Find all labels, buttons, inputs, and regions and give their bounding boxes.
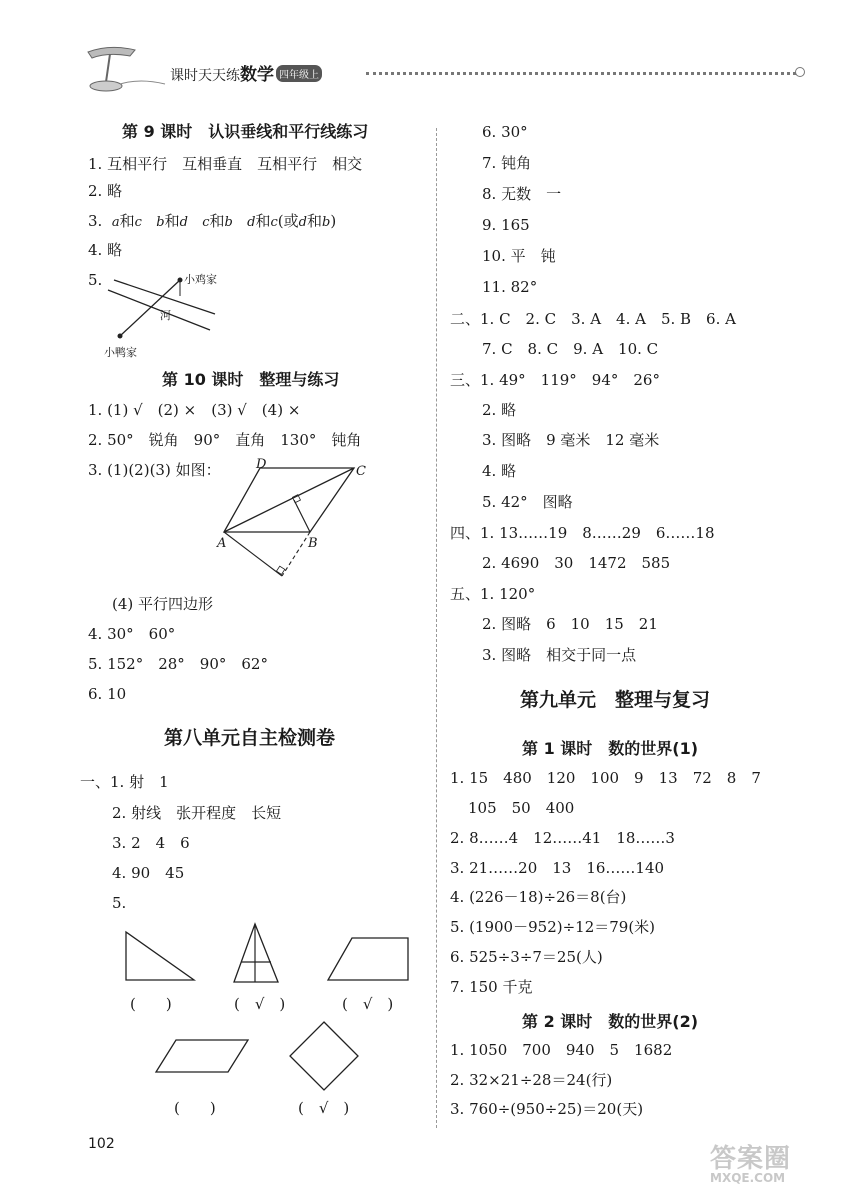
shape-mark-4: ( ) (174, 1099, 216, 1117)
unit8-s2-row1: 二、1. C 2. C 3. A 4. A 5. B 6. A (450, 310, 736, 328)
lesson10-q5: 5. 152° 28° 90° 62° (88, 655, 268, 673)
word-and: 和 (164, 212, 180, 230)
lesson9-title: 第 9 课时 认识垂线和平行线练习 (122, 122, 369, 141)
label-river: 河 (160, 309, 171, 322)
desk-lamp-logo-icon (80, 42, 170, 98)
unit9-l1-q5: 5. (1900－952)÷12＝79(米) (450, 918, 656, 936)
lesson9-q2: 2. 略 (88, 182, 123, 200)
unit8-s1-q6: 6. 30° (482, 123, 528, 141)
perpendicular-path-line (120, 280, 180, 336)
letter-b: b (322, 215, 331, 230)
unit9-l1-q2: 2. 8……4 12……41 18……3 (450, 829, 675, 847)
watermark-sub: MXQE.COM (710, 1171, 786, 1185)
label-duck-home: 小鸭家 (104, 346, 137, 359)
letter-d: d (179, 215, 188, 230)
unit8-s4-q2: 2. 4690 30 1472 585 (482, 554, 671, 572)
unit9-l1-q1-line1: 1. 15 480 120 100 9 13 72 8 7 (450, 769, 761, 787)
lesson10-q3-4: (4) 平行四边形 (112, 595, 214, 613)
letter-b: b (156, 215, 165, 230)
unit9-title: 第九单元 整理与复习 (520, 689, 711, 711)
lesson10-q4: 4. 30° 60° (88, 625, 176, 643)
unit8-s3-q4: 4. 略 (482, 462, 517, 480)
letter-c: c (134, 215, 142, 230)
unit8-s3-q3: 3. 图略 9 毫米 12 毫米 (482, 431, 660, 449)
word-and: 和 (306, 212, 322, 230)
header-series-name: 课时天天练 (170, 68, 240, 84)
shape-mark-1: ( ) (130, 995, 172, 1013)
lesson9-q3-number: 3. (88, 212, 103, 230)
header-subject: 数学 (240, 65, 274, 85)
unit8-s3-q1: 三、1. 49° 119° 94° 26° (450, 371, 660, 389)
lesson10-q3: 3. (1)(2)(3) 如图： (88, 461, 221, 479)
letter-a: a (111, 215, 120, 230)
header-title (170, 60, 322, 85)
letter-c: c (270, 215, 278, 230)
header-dotted-rule (366, 72, 796, 75)
letter-c: c (202, 215, 210, 230)
unit8-s2-row2: 7. C 8. C 9. A 10. C (482, 340, 659, 358)
vertex-a: A (217, 536, 227, 551)
lesson10-q2: 2. 50° 锐角 90° 直角 130° 钝角 (88, 431, 362, 449)
column-divider (436, 128, 437, 1128)
label-chicken-home: 小鸡家 (184, 273, 217, 286)
height-from-a (224, 532, 282, 576)
shape-mark-5: ( √ ) (298, 1099, 350, 1117)
unit8-s4-q1: 四、1. 13……19 8……29 6……18 (450, 524, 715, 542)
word-or: 或 (283, 212, 299, 230)
unit8-s1-q7: 7. 钝角 (482, 154, 532, 172)
unit8-s3-q5: 5. 42° 图略 (482, 493, 573, 511)
page-header (80, 40, 820, 100)
unit9-l1-q7: 7. 150 千克 (450, 978, 533, 996)
unit8-s5-q2: 2. 图略 6 10 15 21 (482, 615, 658, 633)
extended-side-dashed (282, 532, 310, 576)
shape-trapezoid (328, 938, 408, 980)
shape-isosceles-triangle (234, 924, 278, 982)
watermark-logo (710, 1138, 830, 1190)
unit9-l2-q1: 1. 1050 700 940 5 1682 (450, 1041, 673, 1059)
unit8-s1-q9: 9. 165 (482, 216, 530, 234)
unit8-s1-q10: 10. 平 钝 (482, 247, 556, 265)
lesson9-q3: 3. a和c b和d c和b d和c(或d和b) (88, 212, 337, 230)
unit8-s5-q3: 3. 图略 相交于同一点 (482, 646, 637, 664)
unit9-l2-q2: 2. 32×21÷28＝24(行) (450, 1071, 613, 1089)
unit8-s1-q1: 一、1. 射 1 (80, 773, 169, 791)
unit8-s1-q3: 3. 2 4 6 (112, 834, 190, 852)
unit9-lesson2-title: 第 2 课时 数的世界(2) (522, 1012, 699, 1031)
unit9-l2-q3: 3. 760÷(950÷25)＝20(天) (450, 1100, 644, 1118)
word-and: 和 (209, 212, 225, 230)
shape-parallelogram (156, 1040, 248, 1072)
lesson10-title: 第 10 课时 整理与练习 (162, 370, 340, 389)
parallelogram-figure (216, 460, 366, 590)
unit8-test-title: 第八单元自主检测卷 (164, 727, 336, 749)
unit8-s1-q8: 8. 无数 一 (482, 185, 562, 203)
shape-mark-2: ( √ ) (234, 995, 286, 1013)
unit9-l1-q6: 6. 525÷3÷7＝25(人) (450, 948, 603, 966)
lesson9-q4: 4. 略 (88, 241, 123, 259)
diagonal-ac (224, 468, 354, 532)
vertex-c: C (356, 464, 366, 479)
lesson9-q1: 1. 互相平行 互相垂直 互相平行 相交 (88, 155, 363, 173)
duck-home-point (118, 334, 123, 339)
lesson9-q5: 5. (88, 271, 103, 289)
letter-d: d (298, 215, 307, 230)
header-rule-end-icon (795, 67, 805, 77)
page-number: 102 (88, 1136, 115, 1152)
vertex-b: B (308, 536, 318, 551)
letter-b: b (224, 215, 233, 230)
letter-d: d (247, 215, 256, 230)
unit9-l1-q3: 3. 21……20 13 16……140 (450, 859, 665, 877)
shape-mark-3: ( √ ) (342, 995, 394, 1013)
unit9-l1-q1-line2: 105 50 400 (468, 799, 575, 817)
unit8-s1-q5: 5. (112, 894, 127, 912)
unit8-s3-q2: 2. 略 (482, 401, 517, 419)
height-from-b (294, 500, 310, 532)
unit9-lesson1-title: 第 1 课时 数的世界(1) (522, 739, 699, 758)
unit8-s5-q1: 五、1. 120° (450, 585, 536, 603)
shapes-figure (120, 924, 420, 1116)
lesson10-q1: 1. (1) √ (2) × (3) √ (4) × (88, 401, 301, 419)
shape-right-triangle (126, 932, 194, 980)
river-bank-line-2 (108, 290, 210, 330)
lesson10-q6: 6. 10 (88, 685, 127, 703)
unit8-s1-q4: 4. 90 45 (112, 864, 185, 882)
shape-square (290, 1022, 358, 1090)
unit9-l1-q4: 4. (226－18)÷26＝8(台) (450, 888, 627, 906)
word-and: 和 (119, 212, 135, 230)
unit8-s1-q2: 2. 射线 张开程度 长短 (112, 804, 282, 822)
word-and: 和 (255, 212, 271, 230)
header-grade-badge: 四年级上 (276, 65, 322, 82)
unit8-s1-q11: 11. 82° (482, 278, 538, 296)
vertex-d: D (256, 457, 267, 472)
watermark-main: 答案圈 (710, 1144, 792, 1174)
